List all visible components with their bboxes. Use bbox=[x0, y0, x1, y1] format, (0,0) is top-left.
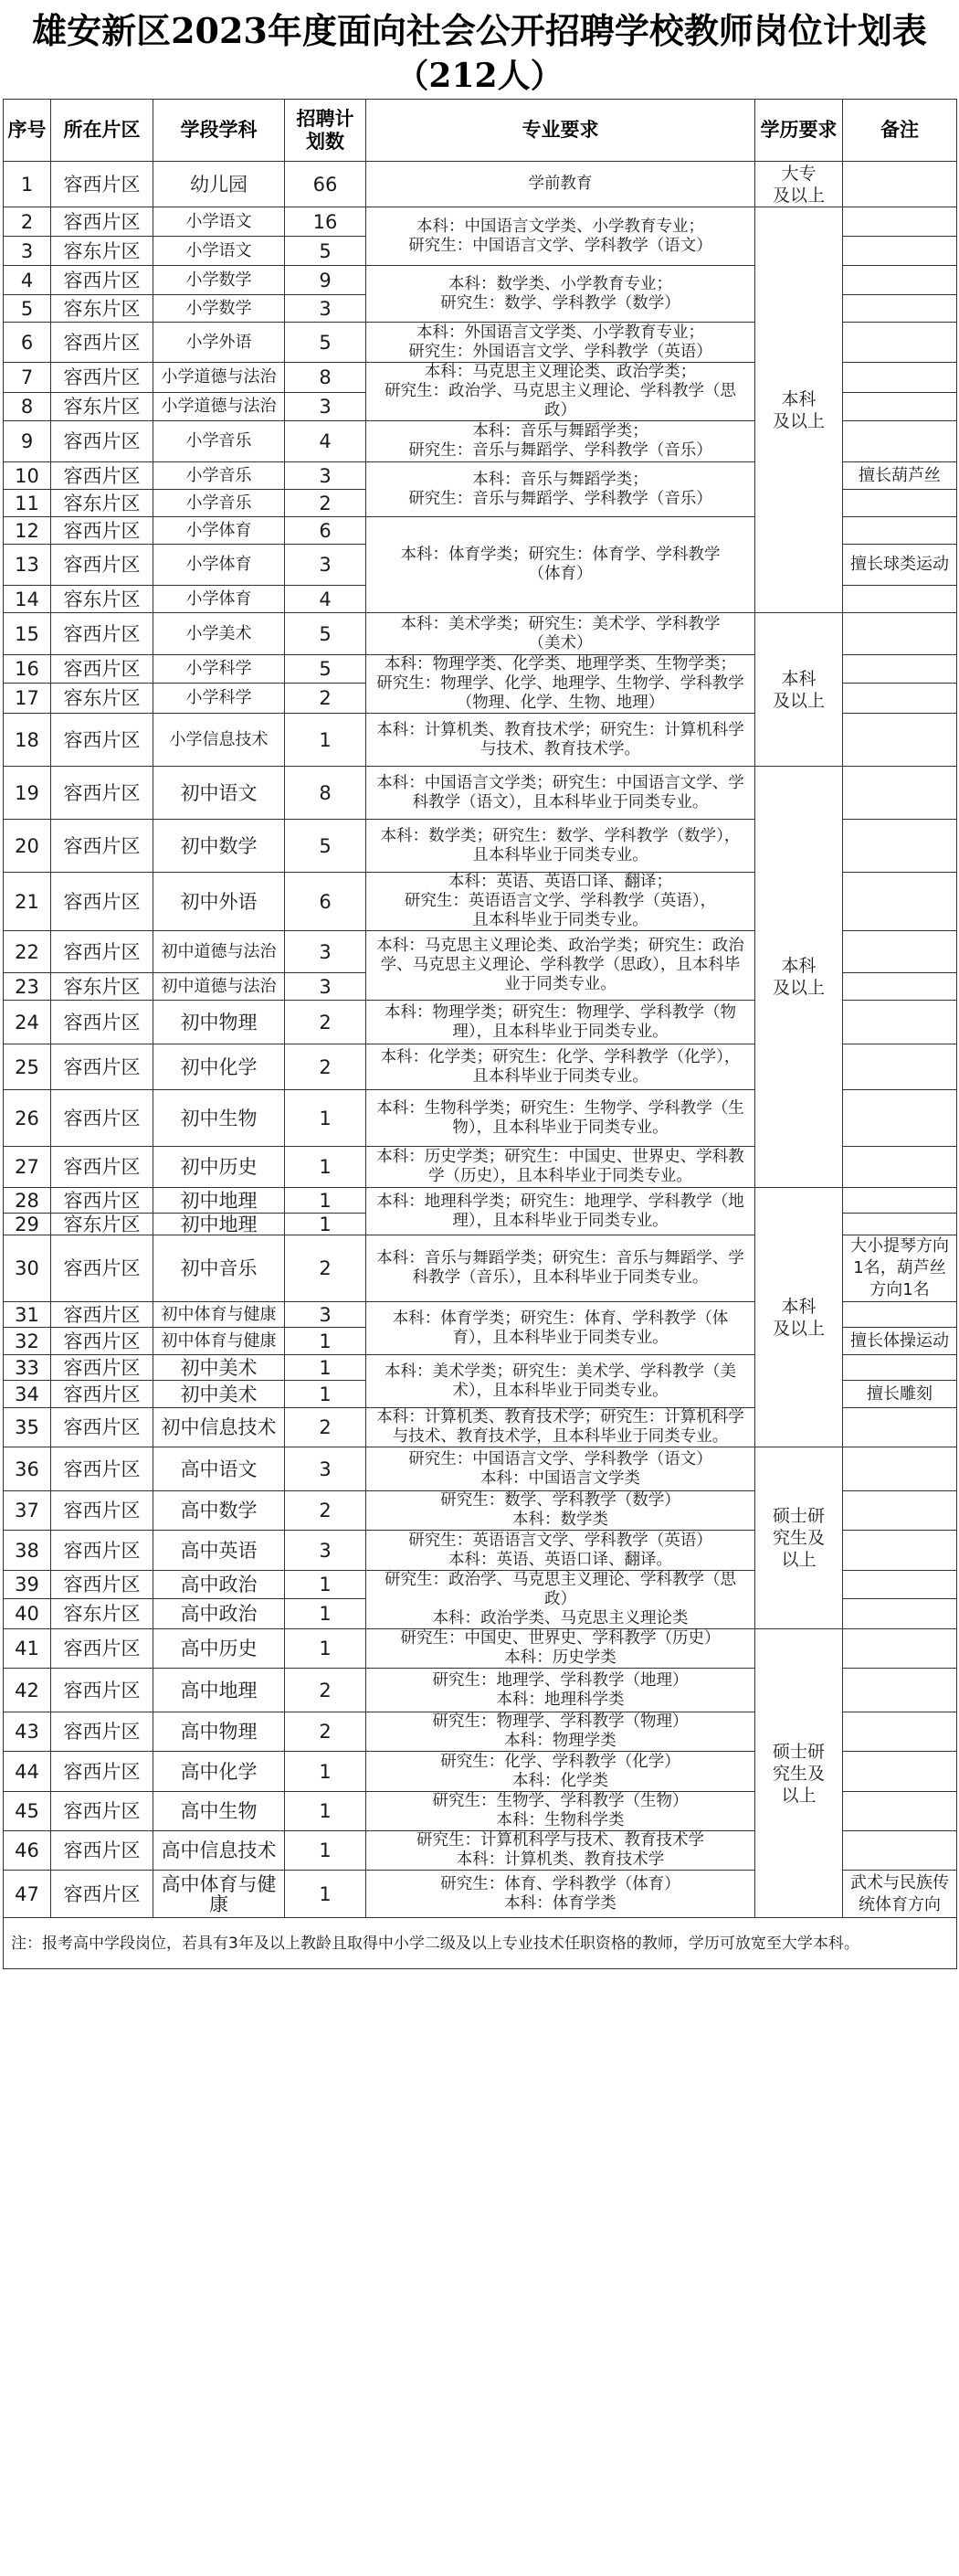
row-area: 容西片区 bbox=[51, 1752, 153, 1792]
row-education-requirement: 大专 及以上 bbox=[755, 162, 843, 207]
row-major-requirement: 研究生：数学、学科教学（数学） 本科：数学类 bbox=[366, 1491, 755, 1531]
row-remark: 大小提琴方向1名，葫芦丝方向1名 bbox=[843, 1235, 957, 1302]
row-area: 容西片区 bbox=[51, 613, 153, 655]
row-number: 3 bbox=[4, 237, 51, 266]
row-remark bbox=[843, 1752, 957, 1792]
header-area: 所在片区 bbox=[51, 100, 153, 162]
row-major-requirement: 本科：音乐与舞蹈学类； 研究生：音乐与舞蹈学、学科教学（音乐） bbox=[366, 421, 755, 462]
row-major-requirement: 本科：美术学类；研究生：美术学、学科教学（美术），且本科毕业于同类专业。 bbox=[366, 1355, 755, 1408]
row-subject: 小学体育 bbox=[153, 517, 285, 545]
row-number: 11 bbox=[4, 490, 51, 517]
row-number: 37 bbox=[4, 1491, 51, 1531]
row-area: 容西片区 bbox=[51, 162, 153, 207]
row-area: 容东片区 bbox=[51, 586, 153, 613]
row-subject: 高中政治 bbox=[153, 1598, 285, 1628]
table-row bbox=[4, 207, 957, 237]
row-remark bbox=[843, 1712, 957, 1752]
row-area: 容西片区 bbox=[51, 1302, 153, 1328]
row-area: 容西片区 bbox=[51, 1831, 153, 1871]
row-count: 3 bbox=[285, 1447, 366, 1491]
row-number: 30 bbox=[4, 1235, 51, 1302]
row-area: 容西片区 bbox=[51, 1328, 153, 1355]
page-subtitle: （212人） bbox=[395, 57, 564, 95]
row-remark bbox=[843, 714, 957, 767]
row-remark bbox=[843, 237, 957, 266]
row-count: 3 bbox=[285, 393, 366, 421]
row-remark bbox=[843, 266, 957, 295]
row-subject: 小学道德与法治 bbox=[153, 393, 285, 421]
row-subject: 高中地理 bbox=[153, 1669, 285, 1712]
row-count: 3 bbox=[285, 973, 366, 1001]
row-count: 3 bbox=[285, 462, 366, 490]
row-major-requirement: 本科：地理科学类；研究生：地理学、学科教学（地理），且本科毕业于同类专业。 bbox=[366, 1188, 755, 1235]
row-remark bbox=[843, 1447, 957, 1491]
row-major-requirement: 研究生：物理学、学科教学（物理） 本科：物理学类 bbox=[366, 1712, 755, 1752]
row-number: 27 bbox=[4, 1147, 51, 1188]
row-education-requirement: 硕士研 究生及 以上 bbox=[755, 1629, 843, 1918]
row-number: 25 bbox=[4, 1044, 51, 1090]
row-count: 3 bbox=[285, 295, 366, 323]
row-number: 31 bbox=[4, 1302, 51, 1328]
row-count: 3 bbox=[285, 545, 366, 586]
row-number: 18 bbox=[4, 714, 51, 767]
row-remark bbox=[843, 1831, 957, 1871]
row-major-requirement: 本科：计算机类、教育技术学；研究生：计算机科学与技术、教育技术学，且本科毕业于同类专业。 bbox=[366, 1408, 755, 1447]
row-remark bbox=[843, 873, 957, 931]
row-number: 19 bbox=[4, 767, 51, 820]
row-remark bbox=[843, 1044, 957, 1090]
row-remark bbox=[843, 1629, 957, 1669]
row-subject: 小学道德与法治 bbox=[153, 363, 285, 393]
row-count: 1 bbox=[285, 1752, 366, 1792]
row-count: 66 bbox=[285, 162, 366, 207]
row-subject: 高中化学 bbox=[153, 1752, 285, 1792]
row-number: 41 bbox=[4, 1629, 51, 1669]
row-major-requirement: 研究生：中国史、世界史、学科教学（历史） 本科：历史学类 bbox=[366, 1629, 755, 1669]
row-count: 5 bbox=[285, 323, 366, 363]
row-count: 2 bbox=[285, 683, 366, 713]
row-remark bbox=[843, 1491, 957, 1531]
row-number: 35 bbox=[4, 1408, 51, 1447]
row-number: 36 bbox=[4, 1447, 51, 1491]
row-subject: 初中地理 bbox=[153, 1188, 285, 1214]
table-row bbox=[4, 767, 957, 820]
row-subject: 小学数学 bbox=[153, 266, 285, 295]
row-remark bbox=[843, 1669, 957, 1712]
row-major-requirement: 本科：美术学类；研究生：美术学、学科教学 （美术） bbox=[366, 613, 755, 655]
table-row bbox=[4, 1188, 957, 1214]
table-row bbox=[4, 1629, 957, 1669]
row-area: 容西片区 bbox=[51, 1090, 153, 1147]
row-subject: 高中数学 bbox=[153, 1491, 285, 1531]
row-major-requirement: 研究生：计算机科学与技术、教育技术学 本科：计算机类、教育技术学 bbox=[366, 1831, 755, 1871]
row-major-requirement: 本科：英语、英语口译、翻译； 研究生：英语语言文学、学科教学（英语）， 且本科毕业于同类专业。 bbox=[366, 873, 755, 931]
row-subject: 高中物理 bbox=[153, 1712, 285, 1752]
row-remark: 擅长体操运动 bbox=[843, 1328, 957, 1355]
row-count: 4 bbox=[285, 421, 366, 462]
row-count: 5 bbox=[285, 655, 366, 684]
row-area: 容西片区 bbox=[51, 873, 153, 931]
row-remark bbox=[843, 1531, 957, 1571]
row-subject: 小学体育 bbox=[153, 545, 285, 586]
row-count: 6 bbox=[285, 873, 366, 931]
row-major-requirement: 本科：音乐与舞蹈学类； 研究生：音乐与舞蹈学、学科教学（音乐） bbox=[366, 462, 755, 517]
row-area: 容西片区 bbox=[51, 1188, 153, 1214]
row-subject: 初中美术 bbox=[153, 1381, 285, 1408]
row-count: 16 bbox=[285, 207, 366, 237]
row-major-requirement: 本科：外国语言文学类、小学教育专业； 研究生：外国语言文学、学科教学（英语） bbox=[366, 323, 755, 363]
table-row bbox=[4, 613, 957, 655]
row-subject: 初中信息技术 bbox=[153, 1408, 285, 1447]
row-count: 1 bbox=[285, 1831, 366, 1871]
row-area: 容西片区 bbox=[51, 1531, 153, 1571]
row-major-requirement: 本科：马克思主义理论类、政治学类；研究生：政治学、马克思主义理论、学科教学（思政），且本科毕业于同类专业。 bbox=[366, 931, 755, 1001]
row-subject: 小学外语 bbox=[153, 323, 285, 363]
row-remark bbox=[843, 586, 957, 613]
row-subject: 高中历史 bbox=[153, 1629, 285, 1669]
row-area: 容东片区 bbox=[51, 973, 153, 1001]
row-area: 容西片区 bbox=[51, 545, 153, 586]
row-number: 42 bbox=[4, 1669, 51, 1712]
row-count: 1 bbox=[285, 1792, 366, 1831]
row-number: 10 bbox=[4, 462, 51, 490]
row-area: 容西片区 bbox=[51, 517, 153, 545]
row-area: 容西片区 bbox=[51, 1871, 153, 1918]
row-remark bbox=[843, 1001, 957, 1044]
row-subject: 初中历史 bbox=[153, 1147, 285, 1188]
row-number: 9 bbox=[4, 421, 51, 462]
row-count: 1 bbox=[285, 1355, 366, 1381]
row-subject: 高中信息技术 bbox=[153, 1831, 285, 1871]
row-count: 2 bbox=[285, 1669, 366, 1712]
row-area: 容西片区 bbox=[51, 1669, 153, 1712]
row-area: 容东片区 bbox=[51, 490, 153, 517]
row-count: 2 bbox=[285, 1491, 366, 1531]
row-number: 40 bbox=[4, 1598, 51, 1628]
row-count: 2 bbox=[285, 1712, 366, 1752]
row-count: 1 bbox=[285, 1381, 366, 1408]
header-no: 序号 bbox=[4, 100, 51, 162]
row-remark bbox=[843, 1214, 957, 1235]
row-number: 39 bbox=[4, 1571, 51, 1599]
row-number: 34 bbox=[4, 1381, 51, 1408]
row-remark bbox=[843, 1090, 957, 1147]
row-remark: 擅长雕刻 bbox=[843, 1381, 957, 1408]
footnote-row bbox=[4, 1918, 957, 1969]
row-major-requirement: 研究生：英语语言文学、学科教学（英语） 本科：英语、英语口译、翻译。 bbox=[366, 1531, 755, 1571]
table-row bbox=[4, 162, 957, 207]
row-subject: 幼儿园 bbox=[153, 162, 285, 207]
header-remark: 备注 bbox=[843, 100, 957, 162]
row-major-requirement: 研究生：生物学、学科教学（生物） 本科：生物科学类 bbox=[366, 1792, 755, 1831]
row-number: 1 bbox=[4, 162, 51, 207]
row-number: 23 bbox=[4, 973, 51, 1001]
row-remark bbox=[843, 973, 957, 1001]
header-education: 学历要求 bbox=[755, 100, 843, 162]
row-subject: 小学音乐 bbox=[153, 421, 285, 462]
row-number: 46 bbox=[4, 1831, 51, 1871]
header-row bbox=[4, 100, 957, 162]
row-count: 2 bbox=[285, 1408, 366, 1447]
row-area: 容西片区 bbox=[51, 714, 153, 767]
row-number: 47 bbox=[4, 1871, 51, 1918]
row-subject: 小学科学 bbox=[153, 655, 285, 684]
row-area: 容西片区 bbox=[51, 1792, 153, 1831]
row-remark bbox=[843, 1571, 957, 1599]
row-subject: 小学语文 bbox=[153, 207, 285, 237]
row-subject: 初中生物 bbox=[153, 1090, 285, 1147]
row-subject: 初中外语 bbox=[153, 873, 285, 931]
recruitment-plan-table bbox=[3, 99, 957, 1969]
row-remark bbox=[843, 1355, 957, 1381]
row-number: 24 bbox=[4, 1001, 51, 1044]
row-subject: 初中音乐 bbox=[153, 1235, 285, 1302]
row-remark bbox=[843, 655, 957, 684]
row-remark bbox=[843, 613, 957, 655]
row-count: 2 bbox=[285, 1001, 366, 1044]
row-subject: 小学语文 bbox=[153, 237, 285, 266]
row-number: 28 bbox=[4, 1188, 51, 1214]
row-subject: 初中地理 bbox=[153, 1214, 285, 1235]
row-education-requirement: 本科 及以上 bbox=[755, 767, 843, 1188]
row-number: 13 bbox=[4, 545, 51, 586]
row-major-requirement: 研究生：化学、学科教学（化学） 本科：化学类 bbox=[366, 1752, 755, 1792]
row-number: 32 bbox=[4, 1328, 51, 1355]
row-remark bbox=[843, 1147, 957, 1188]
row-area: 容东片区 bbox=[51, 1598, 153, 1628]
row-number: 14 bbox=[4, 586, 51, 613]
row-remark bbox=[843, 517, 957, 545]
row-major-requirement: 本科：数学类、小学教育专业； 研究生：数学、学科教学（数学） bbox=[366, 266, 755, 323]
row-subject: 初中美术 bbox=[153, 1355, 285, 1381]
row-area: 容西片区 bbox=[51, 1235, 153, 1302]
row-subject: 小学数学 bbox=[153, 295, 285, 323]
header-major: 专业要求 bbox=[366, 100, 755, 162]
row-subject: 高中生物 bbox=[153, 1792, 285, 1831]
row-area: 容东片区 bbox=[51, 683, 153, 713]
row-major-requirement: 本科：历史学类；研究生：中国史、世界史、学科教学（历史），且本科毕业于同类专业。 bbox=[366, 1147, 755, 1188]
row-area: 容西片区 bbox=[51, 767, 153, 820]
row-subject: 小学科学 bbox=[153, 683, 285, 713]
table-row bbox=[4, 1447, 957, 1491]
row-major-requirement: 学前教育 bbox=[366, 162, 755, 207]
row-area: 容西片区 bbox=[51, 323, 153, 363]
row-area: 容西片区 bbox=[51, 363, 153, 393]
row-subject: 初中道德与法治 bbox=[153, 973, 285, 1001]
row-number: 22 bbox=[4, 931, 51, 973]
header-count: 招聘计划数 bbox=[285, 100, 366, 162]
row-count: 9 bbox=[285, 266, 366, 295]
row-count: 5 bbox=[285, 613, 366, 655]
row-area: 容西片区 bbox=[51, 462, 153, 490]
row-subject: 初中语文 bbox=[153, 767, 285, 820]
row-count: 8 bbox=[285, 767, 366, 820]
row-education-requirement: 本科 及以上 bbox=[755, 207, 843, 613]
row-area: 容东片区 bbox=[51, 295, 153, 323]
page-title: 雄安新区2023年度面向社会公开招聘学校教师岗位计划表 bbox=[32, 10, 927, 51]
row-major-requirement: 本科：体育学类；研究生：体育学、学科教学 （体育） bbox=[366, 517, 755, 613]
row-count: 2 bbox=[285, 1235, 366, 1302]
row-major-requirement: 本科：体育学类；研究生：体育、学科教学（体育），且本科毕业于同类专业。 bbox=[366, 1302, 755, 1355]
row-major-requirement: 本科：生物科学类；研究生：生物学、学科教学（生物），且本科毕业于同类专业。 bbox=[366, 1090, 755, 1147]
row-count: 2 bbox=[285, 490, 366, 517]
row-remark bbox=[843, 1188, 957, 1214]
row-major-requirement: 本科：物理学类、化学类、地理学类、生物学类； 研究生：物理学、化学、地理学、生物学、学科教学（物理、化学、生物、地理） bbox=[366, 655, 755, 714]
row-count: 3 bbox=[285, 931, 366, 973]
row-subject: 高中语文 bbox=[153, 1447, 285, 1491]
row-area: 容西片区 bbox=[51, 1571, 153, 1599]
row-number: 17 bbox=[4, 683, 51, 713]
row-count: 1 bbox=[285, 1629, 366, 1669]
row-remark bbox=[843, 363, 957, 393]
row-remark bbox=[843, 931, 957, 973]
row-number: 44 bbox=[4, 1752, 51, 1792]
row-remark bbox=[843, 1302, 957, 1328]
row-number: 29 bbox=[4, 1214, 51, 1235]
row-major-requirement: 研究生：中国语言文学、学科教学（语文） 本科：中国语言文学类 bbox=[366, 1447, 755, 1491]
header-subject: 学段学科 bbox=[153, 100, 285, 162]
row-remark bbox=[843, 421, 957, 462]
row-number: 16 bbox=[4, 655, 51, 684]
row-count: 8 bbox=[285, 363, 366, 393]
row-count: 1 bbox=[285, 1598, 366, 1628]
row-area: 容西片区 bbox=[51, 1712, 153, 1752]
row-remark bbox=[843, 295, 957, 323]
row-education-requirement: 本科 及以上 bbox=[755, 1188, 843, 1447]
row-count: 5 bbox=[285, 237, 366, 266]
row-area: 容西片区 bbox=[51, 1408, 153, 1447]
row-major-requirement: 本科：化学类；研究生：化学、学科教学（化学），且本科毕业于同类专业。 bbox=[366, 1044, 755, 1090]
row-area: 容东片区 bbox=[51, 237, 153, 266]
row-major-requirement: 研究生：政治学、马克思主义理论、学科教学（思政） 本科：政治学类、马克思主义理论类 bbox=[366, 1571, 755, 1629]
row-count: 1 bbox=[285, 1871, 366, 1918]
row-major-requirement: 本科：物理学类；研究生：物理学、学科教学（物理），且本科毕业于同类专业。 bbox=[366, 1001, 755, 1044]
row-major-requirement: 本科：计算机类、教育技术学；研究生：计算机科学与技术、教育技术学。 bbox=[366, 714, 755, 767]
row-number: 21 bbox=[4, 873, 51, 931]
row-subject: 初中化学 bbox=[153, 1044, 285, 1090]
row-remark: 武术与民族传统体育方向 bbox=[843, 1871, 957, 1918]
row-number: 33 bbox=[4, 1355, 51, 1381]
row-remark bbox=[843, 820, 957, 873]
row-count: 1 bbox=[285, 1188, 366, 1214]
row-area: 容西片区 bbox=[51, 1044, 153, 1090]
row-remark bbox=[843, 393, 957, 421]
row-education-requirement: 本科 及以上 bbox=[755, 613, 843, 767]
row-count: 6 bbox=[285, 517, 366, 545]
row-number: 4 bbox=[4, 266, 51, 295]
row-major-requirement: 本科：音乐与舞蹈学类；研究生：音乐与舞蹈学、学科教学（音乐），且本科毕业于同类专业。 bbox=[366, 1235, 755, 1302]
row-area: 容西片区 bbox=[51, 1491, 153, 1531]
row-area: 容西片区 bbox=[51, 1001, 153, 1044]
row-number: 7 bbox=[4, 363, 51, 393]
row-subject: 高中英语 bbox=[153, 1531, 285, 1571]
row-count: 4 bbox=[285, 586, 366, 613]
row-count: 1 bbox=[285, 714, 366, 767]
row-number: 38 bbox=[4, 1531, 51, 1571]
row-count: 3 bbox=[285, 1531, 366, 1571]
row-number: 12 bbox=[4, 517, 51, 545]
row-area: 容西片区 bbox=[51, 931, 153, 973]
row-remark bbox=[843, 767, 957, 820]
row-count: 1 bbox=[285, 1214, 366, 1235]
row-number: 45 bbox=[4, 1792, 51, 1831]
row-major-requirement: 本科：数学类；研究生：数学、学科教学（数学），且本科毕业于同类专业。 bbox=[366, 820, 755, 873]
row-major-requirement: 本科：中国语言文学类；研究生：中国语言文学、学科教学（语文），且本科毕业于同类专业。 bbox=[366, 767, 755, 820]
row-remark bbox=[843, 1792, 957, 1831]
row-area: 容东片区 bbox=[51, 393, 153, 421]
row-remark bbox=[843, 1598, 957, 1628]
row-number: 5 bbox=[4, 295, 51, 323]
row-number: 26 bbox=[4, 1090, 51, 1147]
row-remark bbox=[843, 323, 957, 363]
row-number: 6 bbox=[4, 323, 51, 363]
row-subject: 小学信息技术 bbox=[153, 714, 285, 767]
row-remark bbox=[843, 162, 957, 207]
row-major-requirement: 研究生：体育、学科教学（体育） 本科：体育学类 bbox=[366, 1871, 755, 1918]
row-area: 容西片区 bbox=[51, 655, 153, 684]
row-subject: 初中数学 bbox=[153, 820, 285, 873]
row-area: 容西片区 bbox=[51, 1355, 153, 1381]
row-count: 2 bbox=[285, 1044, 366, 1090]
row-count: 3 bbox=[285, 1302, 366, 1328]
row-subject: 小学美术 bbox=[153, 613, 285, 655]
row-remark: 擅长葫芦丝 bbox=[843, 462, 957, 490]
row-number: 8 bbox=[4, 393, 51, 421]
footnote: 注：报考高中学段岗位，若具有3年及以上教龄且取得中小学二级及以上专业技术任职资格的教师，学历可放宽至大学本科。 bbox=[4, 1918, 957, 1969]
row-major-requirement: 研究生：地理学、学科教学（地理） 本科：地理科学类 bbox=[366, 1669, 755, 1712]
row-number: 2 bbox=[4, 207, 51, 237]
row-subject: 初中道德与法治 bbox=[153, 931, 285, 973]
row-subject: 高中体育与健康 bbox=[153, 1871, 285, 1918]
row-area: 容西片区 bbox=[51, 266, 153, 295]
row-area: 容西片区 bbox=[51, 421, 153, 462]
row-number: 20 bbox=[4, 820, 51, 873]
row-count: 5 bbox=[285, 820, 366, 873]
row-subject: 初中体育与健康 bbox=[153, 1328, 285, 1355]
row-subject: 小学音乐 bbox=[153, 462, 285, 490]
row-remark bbox=[843, 683, 957, 713]
row-remark bbox=[843, 207, 957, 237]
row-area: 容西片区 bbox=[51, 1381, 153, 1408]
row-remark bbox=[843, 1408, 957, 1447]
row-count: 1 bbox=[285, 1571, 366, 1599]
row-number: 15 bbox=[4, 613, 51, 655]
row-count: 1 bbox=[285, 1328, 366, 1355]
row-major-requirement: 本科：中国语言文学类、小学教育专业； 研究生：中国语言文学、学科教学（语文） bbox=[366, 207, 755, 266]
row-area: 容西片区 bbox=[51, 820, 153, 873]
row-subject: 小学音乐 bbox=[153, 490, 285, 517]
row-count: 1 bbox=[285, 1147, 366, 1188]
row-count: 1 bbox=[285, 1090, 366, 1147]
row-area: 容西片区 bbox=[51, 1147, 153, 1188]
row-subject: 高中政治 bbox=[153, 1571, 285, 1599]
row-major-requirement: 本科：马克思主义理论类、政治学类； 研究生：政治学、马克思主义理论、学科教学（思政） bbox=[366, 363, 755, 421]
row-subject: 初中体育与健康 bbox=[153, 1302, 285, 1328]
row-education-requirement: 硕士研 究生及 以上 bbox=[755, 1447, 843, 1629]
row-remark: 擅长球类运动 bbox=[843, 545, 957, 586]
row-area: 容西片区 bbox=[51, 1447, 153, 1491]
row-area: 容东片区 bbox=[51, 1214, 153, 1235]
row-remark bbox=[843, 490, 957, 517]
row-area: 容西片区 bbox=[51, 1629, 153, 1669]
row-subject: 初中物理 bbox=[153, 1001, 285, 1044]
row-area: 容西片区 bbox=[51, 207, 153, 237]
row-number: 43 bbox=[4, 1712, 51, 1752]
row-subject: 小学体育 bbox=[153, 586, 285, 613]
